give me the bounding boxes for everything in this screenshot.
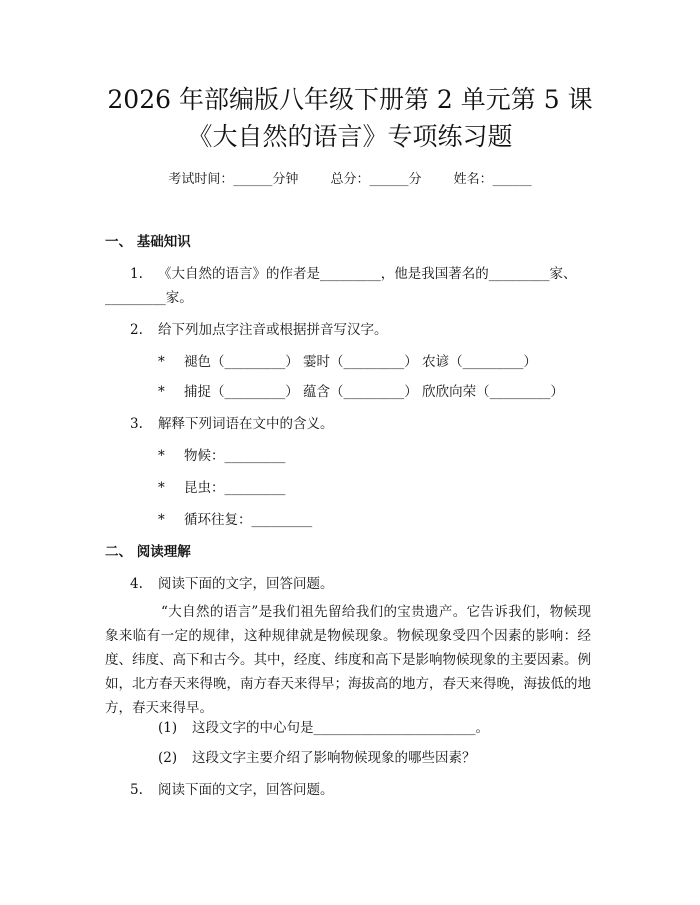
question-3-item-2 <box>158 476 285 496</box>
question-number: 1. <box>130 266 143 282</box>
question-5 <box>130 778 334 798</box>
sub-question-number: (1) <box>158 720 178 736</box>
exam-meta <box>0 168 700 187</box>
exam-time-field: 考试时间：______分钟 <box>168 172 299 187</box>
question-number: 5. <box>130 782 143 798</box>
question-number: 3. <box>130 416 143 432</box>
question-4-sub-2 <box>158 746 476 766</box>
question-text: 《大自然的语言》的作者是_________，他是我国著名的_________家、 <box>158 266 577 282</box>
question-text: 给下列加点字注音或根据拼音写汉字。 <box>158 322 388 338</box>
question-text: 阅读下面的文字，回答问题。 <box>158 576 334 592</box>
term: 物候：_________ <box>184 448 286 464</box>
question-text: 阅读下面的文字，回答问题。 <box>158 782 334 798</box>
question-2 <box>130 318 388 338</box>
question-3 <box>130 412 334 432</box>
section-heading-basics: 一、 基础知识 <box>105 234 191 250</box>
term: 循环往复：_________ <box>184 512 313 528</box>
bullet: * <box>158 354 165 370</box>
reading-passage: “大自然的语言”是我们祖先留给我们的宝贵遗产。它告诉我们，物候现象来临有一定的规律，这种规律就是物候现象。物候现象受四个因素的影响：经度、纬度、高下和古今。其中，经度、纬度和高下是影响物候现象的主要因素。例如，北方春天来得晚，南方春天来得早；海拔高的地方，春天来得晚，海拔低的地方，春天来得早。 <box>105 604 591 716</box>
question-2-row-2 <box>158 380 564 400</box>
question-4 <box>130 572 334 592</box>
question-2-row-1 <box>158 350 537 370</box>
question-text: 解释下列词语在文中的含义。 <box>158 416 334 432</box>
word-list: 捕捉（_________） 蕴含（_________） 欣欣向荣（_________） <box>184 384 564 400</box>
bullet: * <box>158 384 165 400</box>
question-1-line-1 <box>130 262 577 282</box>
question-1-line-2 <box>105 286 193 306</box>
bullet: * <box>158 512 165 528</box>
sub-question-number: (2) <box>158 750 178 766</box>
page-title-line-2: 《大自然的语言》专项练习题 <box>187 122 513 151</box>
question-number: 4. <box>130 576 143 592</box>
question-3-item-1 <box>158 444 285 464</box>
word-list: 褪色（_________） 霎时（_________） 农谚（_________） <box>184 354 537 370</box>
question-3-item-3 <box>158 508 312 528</box>
term: 昆虫：_________ <box>184 480 286 496</box>
bullet: * <box>158 480 165 496</box>
name-field: 姓名：______ <box>453 172 532 187</box>
sub-question-text: 这段文字的中心句是________________________。 <box>192 720 489 736</box>
question-number: 2. <box>130 322 143 338</box>
bullet: * <box>158 448 165 464</box>
question-text: _________家。 <box>105 290 193 306</box>
page-title-line-1: 2026 年部编版八年级下册第 2 单元第 5 课 <box>107 85 593 114</box>
sub-question-text: 这段文字主要介绍了影响物候现象的哪些因素？ <box>192 750 476 766</box>
question-4-sub-1 <box>158 716 489 736</box>
total-score-field: 总分：______分 <box>330 172 422 187</box>
section-heading-reading: 二、 阅读理解 <box>105 544 191 560</box>
